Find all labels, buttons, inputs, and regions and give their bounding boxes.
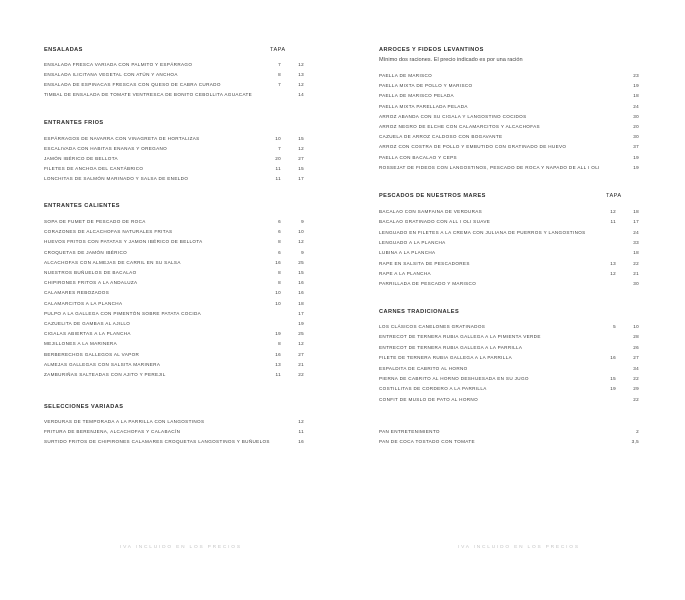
menu-item-name: COSTILLITAS DE CORDERO A LA PARRILLA — [379, 386, 487, 392]
menu-item-price: 25 — [298, 331, 304, 337]
menu-item-name: ENTRECOT DE TERNERA RUBIA GALLEGA A LA PARRILLA — [379, 344, 523, 350]
menu-item-row — [379, 155, 641, 163]
menu-item-price: 16 — [298, 290, 304, 296]
menu-item-row — [44, 311, 306, 319]
menu-item-row — [44, 136, 306, 144]
menu-item-name: LOS CLÁSICOS CANELONES GRATINADOS — [379, 324, 486, 329]
menu-item-tapa-price: 10 — [275, 136, 281, 141]
menu-item-tapa-price: 19 — [275, 331, 281, 337]
menu-item-row — [44, 72, 306, 80]
menu-item-price: 30 — [633, 113, 639, 119]
menu-item-name: LENGUADO EN FILETES A LA CREMA CON JULIANA DE PUERROS Y LANGOSTINOS — [379, 229, 586, 235]
menu-item-name: ALCACHOFAS CON ALMEJAS DE CARRIL EN SU SALSA — [44, 259, 181, 265]
menu-item-price: 18 — [633, 209, 639, 214]
menu-item-price: 19 — [633, 83, 639, 89]
menu-item-row — [379, 324, 641, 332]
menu-item-price: 3,5 — [631, 439, 639, 444]
menu-item-price: 25 — [298, 259, 304, 265]
menu-item-price: 23 — [633, 73, 639, 78]
menu-item-row — [44, 166, 306, 174]
menu-item-row — [44, 176, 306, 184]
menu-item-name: ALMEJAS GALLEGAS CON SALSITA MARINERA — [44, 361, 161, 367]
menu-item-name: ZAMBURIÑAS SALTEADAS CON AJITO Y PEREJIL — [44, 372, 166, 377]
menu-item-price: 16 — [298, 280, 304, 286]
menu-item-price: 24 — [633, 229, 639, 235]
menu-item-price: 16 — [298, 439, 304, 444]
menu-item-row — [379, 93, 641, 101]
menu-item-price: 22 — [298, 372, 304, 377]
menu-item-row — [44, 429, 306, 437]
menu-item-name: ESPALDITA DE CABRITO AL HORNO — [379, 365, 468, 371]
menu-item-name: MEJILLONES A LA MARINERA — [44, 341, 117, 347]
menu-item-price: 17 — [633, 219, 639, 225]
menu-item-price: 19 — [298, 321, 304, 326]
menu-item-tapa-price: 12 — [610, 270, 616, 276]
menu-item-name: PAELLA MIXTA DE POLLO Y MARISCO — [379, 83, 473, 89]
menu-item-price: 24 — [633, 103, 639, 109]
menu-item-row — [44, 321, 306, 329]
menu-item-price: 27 — [633, 355, 639, 361]
menu-item-price: 15 — [298, 270, 304, 275]
menu-item-price: 22 — [633, 260, 639, 266]
menu-item-price: 22 — [633, 396, 639, 402]
menu-item-tapa-price: 19 — [610, 386, 616, 392]
menu-item-tapa-price: 13 — [275, 361, 281, 367]
menu-item-name: CHIPIRONES FRITOS A LA ANDALUZA — [44, 280, 138, 286]
menu-item-tapa-price: 8 — [278, 239, 281, 245]
section-title-carnes: CARNES TRADICIONALES — [379, 309, 460, 315]
menu-item-row — [379, 271, 641, 279]
menu-item-row — [379, 366, 641, 374]
menu-item-row — [44, 331, 306, 339]
menu-item-name: FILETE DE TERNERA RUBIA GALLEGA A LA PARRILLA — [379, 355, 513, 361]
menu-item-name: ARROZ ABANDA CON SU CIGALA Y LANGOSTINO COCIDOS — [379, 113, 527, 119]
menu-item-name: RAPE A LA PLANCHA — [379, 270, 431, 276]
menu-item-tapa-price: 10 — [275, 300, 281, 306]
menu-item-price: 19 — [633, 164, 639, 170]
menu-item-price: 11 — [298, 429, 304, 434]
menu-item-row — [379, 104, 641, 112]
menu-item-name: PAELLA CON BACALAO Y CEPS — [379, 154, 457, 160]
menu-item-row — [379, 240, 641, 248]
menu-item-name: FILETES DE ANCHOA DEL CANTÁBRICO — [44, 166, 144, 171]
menu-item-row — [44, 419, 306, 427]
section-title-arroces: ARROCES Y FIDEOS LEVANTINOS — [379, 47, 484, 53]
menu-item-name: ENSALADA FRESCA VARIADA CON PALMITO Y ESPÁRRAGO — [44, 62, 193, 67]
menu-item-tapa-price: 6 — [278, 249, 281, 255]
menu-item-price: 10 — [298, 229, 304, 235]
menu-item-tapa-price: 16 — [275, 259, 281, 265]
menu-item-price: 26 — [633, 344, 639, 350]
menu-item-price: 22 — [633, 376, 639, 381]
menu-item-name: LUBINA A LA PLANCHA — [379, 250, 436, 256]
menu-item-tapa-price: 8 — [278, 280, 281, 286]
menu-item-name: LONCHITAS DE SALMÓN MARINADO Y SALSA DE ENELDO — [44, 176, 189, 181]
menu-item-row — [379, 345, 641, 353]
menu-item-row — [44, 156, 306, 164]
menu-item-price: 20 — [633, 124, 639, 129]
menu-item-row — [379, 439, 641, 447]
menu-item-price: 19 — [633, 154, 639, 160]
menu-item-price: 29 — [633, 386, 639, 392]
menu-item-row — [44, 439, 306, 447]
menu-item-name: NUESTROS BUÑUELOS DE BACALAO — [44, 270, 137, 275]
menu-item-price: 27 — [298, 156, 304, 161]
menu-item-row — [379, 397, 641, 405]
footer-vat-note-left: IVA INCLUIDO EN LOS PRECIOS — [120, 545, 242, 550]
menu-item-tapa-price: 6 — [278, 229, 281, 235]
menu-item-name: LENGUADO A LA PLANCHA — [379, 239, 446, 245]
menu-item-price: 37 — [633, 144, 639, 150]
menu-item-row — [379, 144, 641, 152]
menu-item-name: ROSSEJAT DE FIDEOS CON LANGOSTINOS, PESCADO DE ROCA Y NAPADO DE ALL I OLI — [379, 164, 600, 170]
menu-item-name: CALAMARCITOS A LA PLANCHA — [44, 300, 123, 306]
menu-item-row — [379, 261, 641, 269]
menu-item-tapa-price: 11 — [610, 219, 616, 225]
menu-item-row — [379, 134, 641, 142]
menu-item-row — [379, 376, 641, 384]
section-title-ensaladas: ENSALADAS — [44, 47, 83, 53]
menu-item-name: PULPO A LA GALLEGA CON PIMENTÓN SOBRE PATATA COCIDA — [44, 310, 202, 316]
menu-item-row — [44, 260, 306, 268]
menu-item-row — [379, 386, 641, 394]
menu-item-row — [44, 290, 306, 298]
menu-item-name: ENSALADA ILICITANA VEGETAL CON ATÚN Y ANCHOA — [44, 72, 178, 77]
menu-item-price: 9 — [301, 219, 304, 224]
menu-item-price: 13 — [298, 72, 304, 77]
menu-item-price: 17 — [298, 176, 304, 181]
menu-item-row — [379, 124, 641, 132]
menu-item-row — [44, 280, 306, 288]
menu-item-price: 12 — [298, 341, 304, 347]
menu-item-row — [44, 219, 306, 227]
menu-item-name: BACALAO CON SAMFAINA DE VERDURAS — [379, 209, 483, 214]
tapa-column-header: TAPA — [270, 47, 286, 53]
menu-item-price: 9 — [301, 249, 304, 255]
menu-item-tapa-price: 5 — [613, 324, 616, 329]
menu-item-row — [44, 301, 306, 309]
menu-item-price: 15 — [298, 136, 304, 141]
menu-item-name: PAELLA MIXTA PARELLADA PELADA — [379, 103, 468, 109]
menu-item-price: 18 — [633, 250, 639, 256]
menu-item-tapa-price: 7 — [278, 82, 281, 87]
menu-item-tapa-price: 13 — [610, 260, 616, 266]
section-title-selecciones-variadas: SELECCIONES VARIADAS — [44, 404, 124, 410]
menu-item-price: 14 — [298, 92, 304, 97]
menu-item-price: 33 — [633, 239, 639, 245]
menu-item-name: ESPÁRRAGOS DE NAVARRA CON VINAGRETA DE HORTALIZAS — [44, 136, 200, 141]
menu-item-tapa-price: 16 — [610, 355, 616, 361]
menu-item-tapa-price: 16 — [275, 351, 281, 357]
menu-item-price: 21 — [633, 270, 639, 276]
tapa-column-header-right: TAPA — [606, 193, 622, 199]
menu-item-price: 10 — [633, 324, 639, 329]
menu-item-price: 28 — [633, 334, 639, 340]
menu-item-price: 12 — [298, 82, 304, 87]
menu-item-tapa-price: 8 — [278, 72, 281, 77]
menu-item-row — [44, 62, 306, 70]
menu-item-tapa-price: 11 — [275, 176, 281, 181]
menu-item-row — [379, 114, 641, 122]
menu-item-name: ENTRECOT DE TERNERA RUBIA GALLEGA A LA PIMIENTA VERDE — [379, 334, 541, 340]
menu-item-row — [379, 165, 641, 173]
menu-item-tapa-price: 15 — [610, 376, 616, 381]
menu-item-row — [44, 270, 306, 278]
menu-item-name: PAELLA DE MARISCO PELADA — [379, 93, 454, 99]
menu-item-name: CAZUELA DE ARROZ CALDOSO CON BOGAVANTE — [379, 134, 503, 140]
menu-item-name: PARRILLADA DE PESCADO Y MARISCO — [379, 281, 477, 287]
menu-item-row — [44, 229, 306, 237]
menu-item-row — [44, 239, 306, 247]
menu-item-tapa-price: 8 — [278, 341, 281, 347]
menu-item-row — [379, 83, 641, 91]
menu-item-row — [44, 82, 306, 90]
menu-item-name: ARROZ CON COSTRA DE POLLO Y EMBUTIDO CON GRATINADO DE HUEVO — [379, 144, 567, 150]
menu-item-tapa-price: 8 — [278, 270, 281, 275]
menu-item-tapa-price: 10 — [275, 290, 281, 296]
menu-item-price: 30 — [633, 134, 639, 140]
menu-item-price: 30 — [633, 281, 639, 287]
menu-item-price: 15 — [298, 166, 304, 171]
menu-item-price: 27 — [298, 351, 304, 357]
menu-item-name: CORAZONES DE ALCACHOFAS NATURALES FRITAS — [44, 229, 173, 235]
menu-item-row — [379, 281, 641, 289]
menu-item-row — [379, 230, 641, 238]
menu-item-name: BACALAO GRATINADO CON ALL I OLI SUAVE — [379, 219, 491, 225]
menu-item-row — [379, 334, 641, 342]
menu-item-name: CALAMARES REBOZADOS — [44, 290, 110, 296]
menu-item-name: CIGALAS ABIERTAS A LA PLANCHA — [44, 331, 131, 337]
arroces-note: Mínimo dos raciones. El precio indicado es por una ración — [379, 57, 523, 63]
menu-item-row — [44, 372, 306, 380]
menu-item-price: 2 — [636, 429, 639, 434]
menu-item-price: 12 — [298, 146, 304, 151]
menu-item-tapa-price: 6 — [278, 219, 281, 224]
section-title-pescados: PESCADOS DE NUESTROS MARES — [379, 193, 486, 199]
menu-item-tapa-price: 11 — [275, 372, 281, 377]
menu-item-name: PIERNA DE CABRITO AL HORNO DESHUESADA EN SU JUGO — [379, 376, 529, 381]
menu-item-row — [44, 352, 306, 360]
menu-item-tapa-price: 7 — [278, 146, 281, 151]
menu-item-name: FRITURA DE BERENJENA, ALCACHOFAS Y CALABACÍN — [44, 429, 181, 434]
menu-item-row — [379, 355, 641, 363]
menu-item-name: PAELLA DE MARISCO — [379, 73, 433, 78]
menu-item-tapa-price: 11 — [275, 166, 281, 171]
menu-item-name: CROQUETAS DE JAMÓN IBÉRICO — [44, 249, 128, 255]
menu-item-name: SOPA DE FUMET DE PESCADO DE ROCA — [44, 219, 146, 224]
menu-item-row — [44, 341, 306, 349]
menu-item-price: 17 — [298, 310, 304, 316]
menu-item-row — [44, 362, 306, 370]
menu-item-price: 34 — [633, 365, 639, 371]
section-title-entrantes-frios: ENTRANTES FRIOS — [44, 120, 104, 126]
menu-item-name: HUEVOS FRITOS CON PATATAS Y JAMON IBÉRICO DE BELLOTA — [44, 239, 203, 245]
menu-item-row — [44, 92, 306, 100]
menu-item-tapa-price: 7 — [278, 62, 281, 67]
menu-item-row — [379, 429, 641, 437]
menu-item-tapa-price: 12 — [610, 209, 616, 214]
menu-item-row — [379, 250, 641, 258]
menu-item-price: 18 — [298, 300, 304, 306]
menu-item-name: ENSALADA DE ESPINACAS FRESCAS CON QUESO DE CABRA CURADO — [44, 82, 221, 87]
menu-item-price: 21 — [298, 361, 304, 367]
menu-item-name: TIMBAL DE ENSALADA DE TOMATE VENTRESCA DE BONITO CEBOLLITA AGUACATE — [44, 92, 253, 97]
section-title-entrantes-calientes: ENTRANTES CALIENTES — [44, 203, 120, 209]
menu-item-name: BERBERECHOS GALLEGOS AL VAPOR — [44, 351, 140, 357]
menu-item-price: 12 — [298, 239, 304, 245]
menu-item-price: 12 — [298, 62, 304, 67]
menu-item-row — [379, 209, 641, 217]
footer-vat-note-right: IVA INCLUIDO EN LOS PRECIOS — [458, 545, 580, 550]
menu-item-name: VERDURAS DE TEMPORADA A LA PARRILLA CON LANGOSTINOS — [44, 419, 205, 424]
menu-item-row — [44, 146, 306, 154]
menu-item-name: CONFIT DE MUSLO DE PATO AL HORNO — [379, 396, 479, 402]
menu-item-name: CAZUELITA DE GAMBAS AL AJILLO — [44, 321, 131, 326]
menu-item-name: ESCALIVADA CON HABITAS ENANAS Y OREGANO — [44, 146, 168, 151]
menu-item-price: 12 — [298, 419, 304, 424]
menu-item-tapa-price: 20 — [275, 156, 281, 161]
menu-item-price: 18 — [633, 93, 639, 99]
menu-item-row — [379, 219, 641, 227]
menu-item-name: SURTIDO FRITOS DE CHIPIRONES CALAMARES CROQUETAS LANGOSTINOS Y BUÑUELOS — [44, 439, 270, 444]
menu-item-row — [379, 73, 641, 81]
menu-item-name: ARROZ NEGRO DE ELCHE CON CALAMARCITOS Y ALCACHOFAS — [379, 124, 540, 129]
menu-item-name: JAMÓN IBÉRICO DE BELLOTA — [44, 156, 118, 161]
menu-item-name: RAPE EN SALSITA DE PESCADORES — [379, 260, 470, 266]
menu-item-row — [44, 250, 306, 258]
menu-item-name: PAN DE COCA TOSTADO CON TOMATE — [379, 439, 475, 444]
menu-item-name: PAN ENTRETENIMIENTO — [379, 429, 440, 434]
